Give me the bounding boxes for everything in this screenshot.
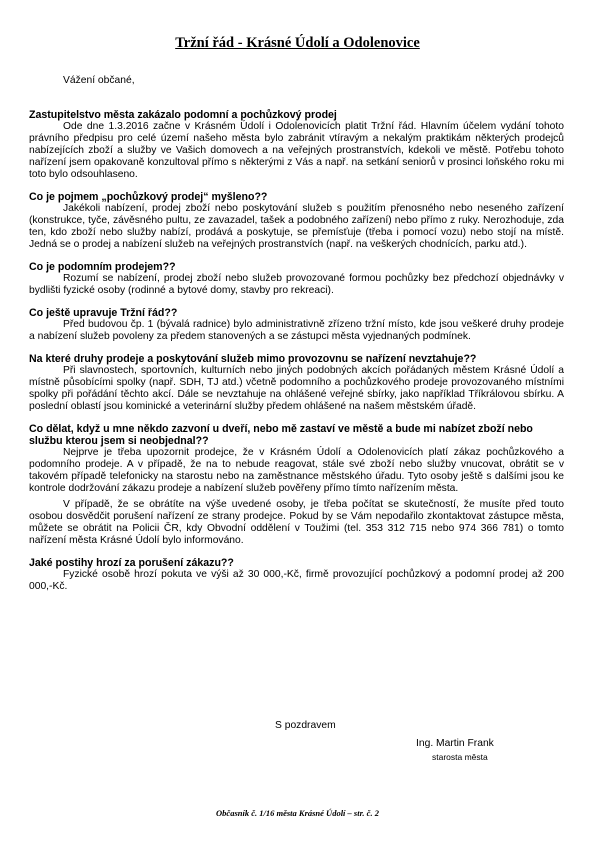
section-penalties (29, 557, 564, 593)
section-exceptions (29, 353, 564, 413)
signature-role: starosta města (432, 752, 488, 762)
section-heading: Co je podomním prodejem?? (29, 261, 176, 273)
section-paragraph: Před budovou čp. 1 (bývalá radnice) bylo administrativně zřízeno tržní místo, kde jsou veškeré druhy prodeje a nabízení služeb povoleny za předem stanovených a se zástupci města vyjednaných podmínek. (29, 319, 564, 342)
page-title: Tržní řád - Krásné Údolí a Odolenovice (175, 35, 420, 51)
section-paragraph: Ode dne 1.3.2016 začne v Krásném Údolí i Odolenovicích platit Tržní řád. Hlavním účelem vydání tohoto právního předpisu pro celé území našeho města bylo zabránit vtíravým a nekalým praktikám některých prodejců nabízejících zboží a služby ve Vašich domovech a na veřejných prostranstvích, kdekoli ve městě. Potřebu tohoto nařízení jsem opakovaně konzultoval přímo s některými z Vás a např. na setkání seniorů v prosinci loňského roku mi toto bylo odsouhlaseno. (29, 121, 564, 180)
section-market-place (29, 307, 564, 343)
section-ban (29, 109, 564, 181)
section-paragraph: V případě, že se obrátíte na výše uvedené osoby, je třeba počítat se skutečností, že musíte před touto osobou dosvědčit porušení nařízení ze strany prodejce. Pokud by se Vám nepodařilo zkontaktovat zástupce města, můžete se obrátit na Policii ČR, kdy Obvodní oddělení v Toužimi (tel. 353 312 715 nebo 974 366 781) o tomto nařízení města Krásné Údolí bylo informováno. (29, 499, 564, 546)
section-heading: Na které druhy prodeje a poskytování služeb mimo provozovnu se nařízení nevztahuje?? (29, 353, 477, 365)
signature-name: Ing. Martin Frank (416, 738, 494, 749)
section-definition-itinerant (29, 191, 564, 251)
section-heading: Jaké postihy hrozí za porušení zákazu?? (29, 557, 234, 569)
section-definition-door-to-door (29, 261, 564, 297)
document-body (29, 109, 564, 603)
section-paragraph: Fyzické osobě hrozí pokuta ve výši až 30 000,-Kč, firmě provozující pochůzkový a podomní prodej až 200 000,-Kč. (29, 569, 564, 592)
section-heading: Co dělat, když u mne někdo zazvoní u dveří, nebo mě zastaví ve městě a bude mi nabízet zboží nebo službu kterou jsem si neobjednal?? (29, 423, 533, 447)
section-paragraph: Nejprve je třeba upozornit prodejce, že v Krásném Údolí a Odolenovicích platí zákaz pochůzkového a podomního prodeje. A v případě, že na to nebude reagovat, stále své zboží nebo služby vnucovat, obrátit se v takovém případě telefonicky na starostu nebo na zaměstnance městského úřadu. Tyto osoby ještě s dalšími jsou ke kontrole dodržování zákazu prodeje a nabízení služeb pověřeny přímo tímto nařízením města. (29, 447, 564, 494)
greeting: Vážení občané, (63, 75, 135, 86)
section-paragraph: Rozumí se nabízení, prodej zboží nebo služeb provozované formou pochůzky bez předchozí objednávky v bydlišti fyzické osoby (rodinné a bytové domy, stavby pro rekreaci). (29, 273, 564, 296)
section-paragraph: Při slavnostech, sportovních, kulturních nebo jiných podobných akcích pořádaných městem Krásné Údolí a místně působícími spolky (např. SDH, TJ atd.) včetně podomního a pochůzkového prodeje provozovaného místními spolky při pořádání těchto akcí. Dále se nevztahuje na ohlášené veřejné sbírky, jako například Tříkrálovou sbírku. A poslední oblastí jsou kominické a veterinární služby předem ohlášené na našem městském úřadě. (29, 365, 564, 412)
closing: S pozdravem (275, 720, 336, 731)
section-what-to-do (29, 423, 564, 547)
section-paragraph: Jakékoli nabízení, prodej zboží nebo poskytování služeb s použitím přenosného nebo neseného zařízení (konstrukce, tyče, závěsného pultu, ze zavazadel, tašek a podobného zařízení) nebo přímo z ruky. Nerozhoduje, zda ten, kdo zboží nebo služby nabízí, prodává a poskytuje, se přemísťuje (třeba i pomocí vozu) nebo stojí na místě. Jedná se o prodej a nabízení služeb na veřejných prostranstvích (např. na veškerých chodnících, parku atd.). (29, 203, 564, 250)
section-heading: Co je pojmem „pochůzkový prodej“ myšleno?? (29, 191, 268, 203)
section-heading: Zastupitelstvo města zakázalo podomní a pochůzkový prodej (29, 109, 337, 121)
page-footer: Občasník č. 1/16 města Krásné Údolí – str. č. 2 (216, 808, 379, 818)
section-heading: Co ještě upravuje Tržní řád?? (29, 307, 178, 319)
